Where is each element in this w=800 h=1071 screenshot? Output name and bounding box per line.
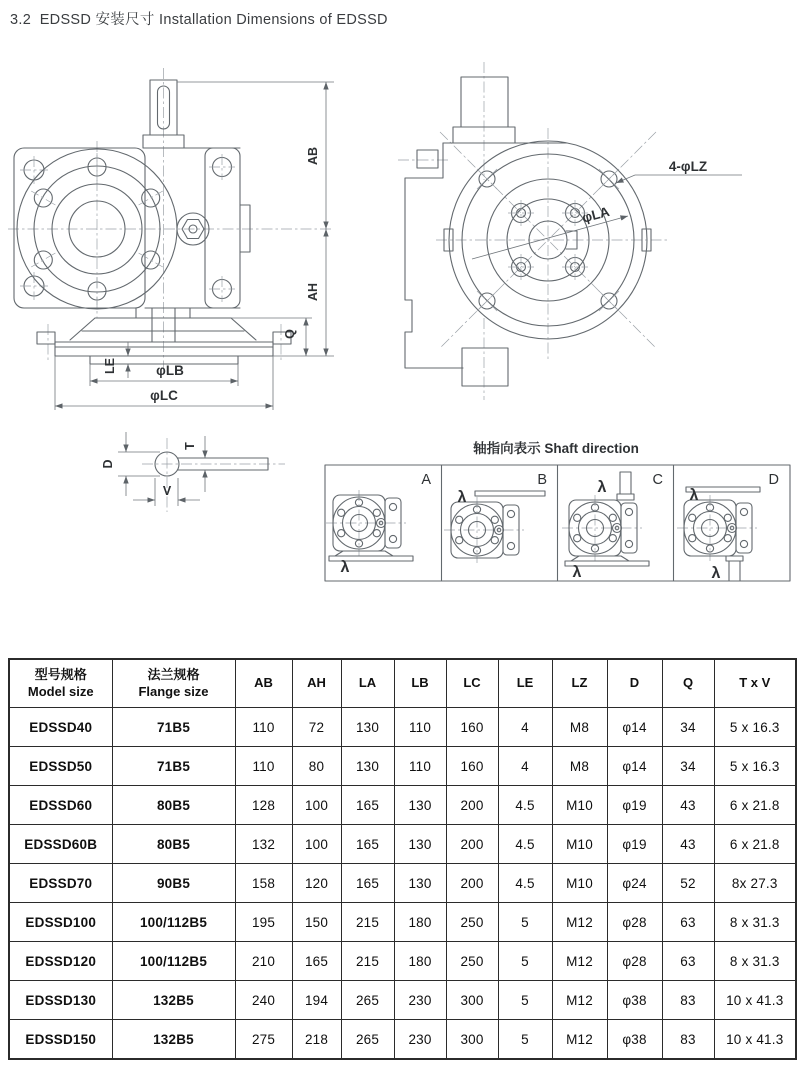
dimension-value-cell: 130 — [341, 747, 394, 786]
dimension-value-cell: 158 — [235, 864, 292, 903]
dimension-value-cell: 100 — [292, 786, 341, 825]
dimension-value-cell: 10 x 41.3 — [714, 1020, 796, 1060]
dimension-value-cell: 63 — [662, 903, 714, 942]
dimension-value-cell: 265 — [341, 981, 394, 1020]
column-header: LB — [394, 659, 446, 708]
dimension-value-cell: 52 — [662, 864, 714, 903]
dim-label-d: D — [101, 459, 115, 469]
model-size-cell: EDSSD120 — [9, 942, 112, 981]
column-header: D — [607, 659, 662, 708]
dimension-value-cell: 150 — [292, 903, 341, 942]
dimension-value-cell: 300 — [446, 1020, 498, 1060]
column-header: AH — [292, 659, 341, 708]
dimensions-table — [8, 658, 797, 1060]
model-size-cell: EDSSD40 — [9, 708, 112, 747]
dimension-value-cell: 250 — [446, 903, 498, 942]
dimension-value-cell: M12 — [552, 903, 607, 942]
dimension-value-cell: φ24 — [607, 864, 662, 903]
flange-size-cell: 90B5 — [112, 864, 235, 903]
table-row — [9, 903, 796, 942]
dim-label-4-lz: 4-φLZ — [668, 159, 708, 174]
column-header-model-en: Model size — [27, 683, 94, 699]
dimension-value-cell: 165 — [341, 864, 394, 903]
model-size-cell: EDSSD100 — [9, 903, 112, 942]
dim-label-ah: AH — [306, 282, 320, 302]
dimension-value-cell: 5 x 16.3 — [714, 747, 796, 786]
dimension-value-cell: 80 — [292, 747, 341, 786]
dimension-value-cell: 130 — [394, 786, 446, 825]
dimension-value-cell: 218 — [292, 1020, 341, 1060]
dimension-value-cell: 200 — [446, 825, 498, 864]
shaft-lambda-symbol: λ — [340, 559, 350, 576]
dimension-value-cell: φ28 — [607, 903, 662, 942]
dimension-value-cell: 6 x 21.8 — [714, 786, 796, 825]
shaft-direction-title: 轴指向表示 Shaft direction — [473, 441, 639, 456]
table-row — [9, 981, 796, 1020]
dimension-value-cell: M8 — [552, 708, 607, 747]
dimension-value-cell: M12 — [552, 1020, 607, 1060]
dimension-value-cell: 34 — [662, 708, 714, 747]
page-title: 3.2 EDSSD 安装尺寸 Installation Dimensions of EDSSD — [10, 12, 388, 28]
dimension-value-cell: 132 — [235, 825, 292, 864]
dimension-value-cell: 195 — [235, 903, 292, 942]
dimension-value-cell: φ19 — [607, 786, 662, 825]
dimension-value-cell: 5 x 16.3 — [714, 708, 796, 747]
dimension-value-cell: 4 — [498, 747, 552, 786]
model-size-cell: EDSSD150 — [9, 1020, 112, 1060]
dimension-value-cell: 5 — [498, 1020, 552, 1060]
dim-label-ab: AB — [306, 146, 320, 166]
shaft-keyway-detail-drawing — [101, 432, 285, 512]
dimension-value-cell: 120 — [292, 864, 341, 903]
dimension-value-cell: M10 — [552, 825, 607, 864]
dimension-value-cell: 72 — [292, 708, 341, 747]
table-row — [9, 825, 796, 864]
model-size-cell: EDSSD70 — [9, 864, 112, 903]
dimension-value-cell: 8 x 31.3 — [714, 942, 796, 981]
dimension-value-cell: φ14 — [607, 747, 662, 786]
dimension-value-cell: 130 — [394, 864, 446, 903]
dimension-value-cell: 240 — [235, 981, 292, 1020]
shaft-direction-cell-c — [562, 472, 649, 581]
dimension-value-cell: 130 — [341, 708, 394, 747]
column-header: LC — [446, 659, 498, 708]
dimension-value-cell: 300 — [446, 981, 498, 1020]
front-view-drawing — [8, 68, 334, 410]
flange-size-cell: 80B5 — [112, 786, 235, 825]
dimension-value-cell: 63 — [662, 942, 714, 981]
flange-size-cell: 80B5 — [112, 825, 235, 864]
dimension-value-cell: 165 — [341, 825, 394, 864]
dimension-value-cell: 230 — [394, 981, 446, 1020]
shaft-direction-panel — [325, 440, 790, 582]
dimension-value-cell: 215 — [341, 903, 394, 942]
table-row — [9, 747, 796, 786]
dimension-value-cell: 200 — [446, 864, 498, 903]
column-header: LA — [341, 659, 394, 708]
dimension-value-cell: 34 — [662, 747, 714, 786]
dimension-value-cell: 180 — [394, 942, 446, 981]
side-view-drawing — [398, 62, 742, 400]
dimension-value-cell: 83 — [662, 1020, 714, 1060]
flange-size-cell: 71B5 — [112, 708, 235, 747]
dimension-value-cell: 165 — [341, 786, 394, 825]
dimension-value-cell: 43 — [662, 825, 714, 864]
dimension-value-cell: φ19 — [607, 825, 662, 864]
dimension-value-cell: φ28 — [607, 942, 662, 981]
column-header-model — [9, 659, 112, 708]
dimension-value-cell: 83 — [662, 981, 714, 1020]
dimension-value-cell: 5 — [498, 903, 552, 942]
dimension-value-cell: 4.5 — [498, 786, 552, 825]
dimension-value-cell: 215 — [341, 942, 394, 981]
column-header: AB — [235, 659, 292, 708]
flange-size-cell: 132B5 — [112, 1020, 235, 1060]
dimension-value-cell: 275 — [235, 1020, 292, 1060]
dimension-value-cell: 4.5 — [498, 864, 552, 903]
table-row — [9, 942, 796, 981]
dim-label-la: φLA — [580, 203, 612, 226]
shaft-direction-letter-c: C — [652, 472, 663, 488]
dimension-value-cell: 180 — [394, 903, 446, 942]
dimension-value-cell: 43 — [662, 786, 714, 825]
dimension-value-cell: 165 — [292, 942, 341, 981]
column-header-model-zh: 型号规格 — [34, 666, 87, 682]
shaft-direction-letter-b: B — [537, 472, 547, 488]
dimension-value-cell: 110 — [235, 747, 292, 786]
dimension-value-cell: 6 x 21.8 — [714, 825, 796, 864]
dimension-value-cell: 4 — [498, 708, 552, 747]
dimension-value-cell: 100 — [292, 825, 341, 864]
dimension-value-cell: 230 — [394, 1020, 446, 1060]
dimension-value-cell: 194 — [292, 981, 341, 1020]
dim-label-t: T — [183, 442, 197, 450]
dimension-value-cell: 130 — [394, 825, 446, 864]
dimension-value-cell: 5 — [498, 942, 552, 981]
dimension-value-cell: 210 — [235, 942, 292, 981]
table-row — [9, 864, 796, 903]
dimension-value-cell: 265 — [341, 1020, 394, 1060]
dimension-value-cell: 4.5 — [498, 825, 552, 864]
dimension-value-cell: 160 — [446, 708, 498, 747]
column-header-flange-zh: 法兰规格 — [147, 666, 200, 682]
dimension-value-cell: φ14 — [607, 708, 662, 747]
dimension-value-cell: 200 — [446, 786, 498, 825]
dimension-value-cell: M8 — [552, 747, 607, 786]
dimension-value-cell: 250 — [446, 942, 498, 981]
dimension-value-cell: 5 — [498, 981, 552, 1020]
dimension-value-cell: 110 — [394, 708, 446, 747]
dimension-value-cell: 110 — [235, 708, 292, 747]
flange-size-cell: 100/112B5 — [112, 903, 235, 942]
table-row — [9, 786, 796, 825]
dimension-value-cell: φ38 — [607, 1020, 662, 1060]
dimension-value-cell: 10 x 41.3 — [714, 981, 796, 1020]
column-header: Q — [662, 659, 714, 708]
model-size-cell: EDSSD60 — [9, 786, 112, 825]
dimension-value-cell: 160 — [446, 747, 498, 786]
table-row — [9, 1020, 796, 1060]
dimension-value-cell: 128 — [235, 786, 292, 825]
flange-size-cell: 71B5 — [112, 747, 235, 786]
shaft-direction-letter-d: D — [768, 472, 779, 488]
model-size-cell: EDSSD130 — [9, 981, 112, 1020]
column-header: T x V — [714, 659, 796, 708]
dimension-value-cell: M12 — [552, 942, 607, 981]
shaft-lambda-symbol: λ — [572, 564, 582, 581]
dimension-value-cell: M12 — [552, 981, 607, 1020]
column-header: LZ — [552, 659, 607, 708]
model-size-cell: EDSSD50 — [9, 747, 112, 786]
dim-label-le: LE — [103, 358, 117, 374]
dimension-value-cell: 8x 27.3 — [714, 864, 796, 903]
column-header-flange — [112, 659, 235, 708]
dim-label-lb: φLB — [156, 363, 184, 378]
dimension-value-cell: 110 — [394, 747, 446, 786]
dim-label-q: Q — [283, 329, 297, 339]
flange-size-cell: 100/112B5 — [112, 942, 235, 981]
shaft-lambda-symbol: λ — [457, 489, 467, 506]
table-header-row — [9, 659, 796, 708]
flange-size-cell: 132B5 — [112, 981, 235, 1020]
shaft-direction-cell-b — [444, 489, 545, 563]
shaft-direction-letter-a: A — [421, 472, 431, 488]
shaft-direction-cell-d — [677, 487, 760, 582]
column-header-flange-en: Flange size — [138, 683, 209, 699]
shaft-direction-cell-a — [326, 490, 413, 576]
dimension-value-cell: 8 x 31.3 — [714, 903, 796, 942]
model-size-cell: EDSSD60B — [9, 825, 112, 864]
shaft-lambda-symbol: λ — [597, 479, 607, 496]
table-row — [9, 708, 796, 747]
dimension-value-cell: φ38 — [607, 981, 662, 1020]
column-header: LE — [498, 659, 552, 708]
shaft-lambda-symbol: λ — [711, 565, 721, 582]
dim-label-v: V — [162, 484, 172, 498]
dimension-value-cell: M10 — [552, 864, 607, 903]
shaft-lambda-symbol: λ — [689, 487, 699, 504]
dimension-value-cell: M10 — [552, 786, 607, 825]
dim-label-lc: φLC — [150, 388, 178, 403]
